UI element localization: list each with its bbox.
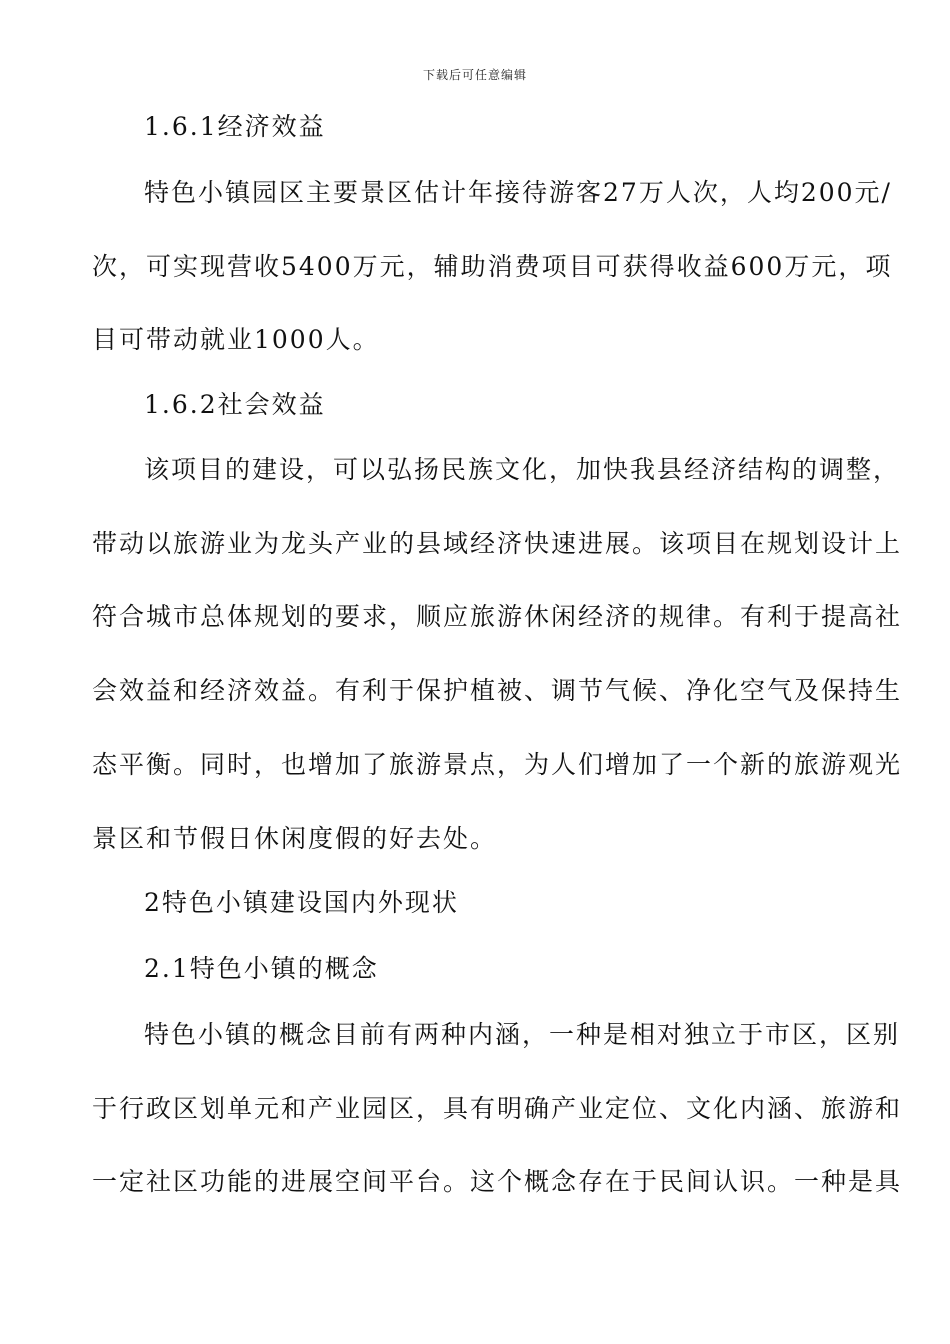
- paragraph-line: 一定社区功能的进展空间平台。这个概念存在于民间认识。一种是具: [92, 1167, 903, 1196]
- paragraph-line: 带动以旅游业为龙头产业的县域经济快速进展。该项目在规划设计上: [92, 529, 903, 558]
- paragraph-line: 于行政区划单元和产业园区，具有明确产业定位、文化内涵、旅游和: [92, 1094, 903, 1123]
- section-heading-2-1: 2.1特色小镇的概念: [144, 954, 379, 983]
- paragraph-line: 会效益和经济效益。有利于保护植被、调节气候、净化空气及保持生: [92, 676, 903, 705]
- paragraph-line: 特色小镇的概念目前有两种内涵，一种是相对独立于市区，区别: [144, 1020, 901, 1049]
- paragraph-line: 目可带动就业1000人。: [92, 325, 380, 354]
- section-heading-2: 2特色小镇建设国内外现状: [144, 888, 459, 917]
- page-header: 下载后可任意编辑: [422, 68, 527, 82]
- paragraph-line: 景区和节假日休闲度假的好去处。: [92, 824, 498, 853]
- section-heading-1-6-1: 1.6.1经济效益: [144, 112, 326, 141]
- paragraph-line: 该项目的建设，可以弘扬民族文化，加快我县经济结构的调整，: [144, 455, 901, 484]
- section-heading-1-6-2: 1.6.2社会效益: [144, 390, 326, 419]
- paragraph-line: 态平衡。同时，也增加了旅游景点，为人们增加了一个新的旅游观光: [92, 750, 903, 779]
- paragraph-line: 次，可实现营收5400万元，辅助消费项目可获得收益600万元，项: [92, 252, 893, 281]
- paragraph-line: 特色小镇园区主要景区估计年接待游客27万人次，人均200元/: [144, 178, 892, 207]
- paragraph-line: 符合城市总体规划的要求，顺应旅游休闲经济的规律。有利于提高社: [92, 602, 903, 631]
